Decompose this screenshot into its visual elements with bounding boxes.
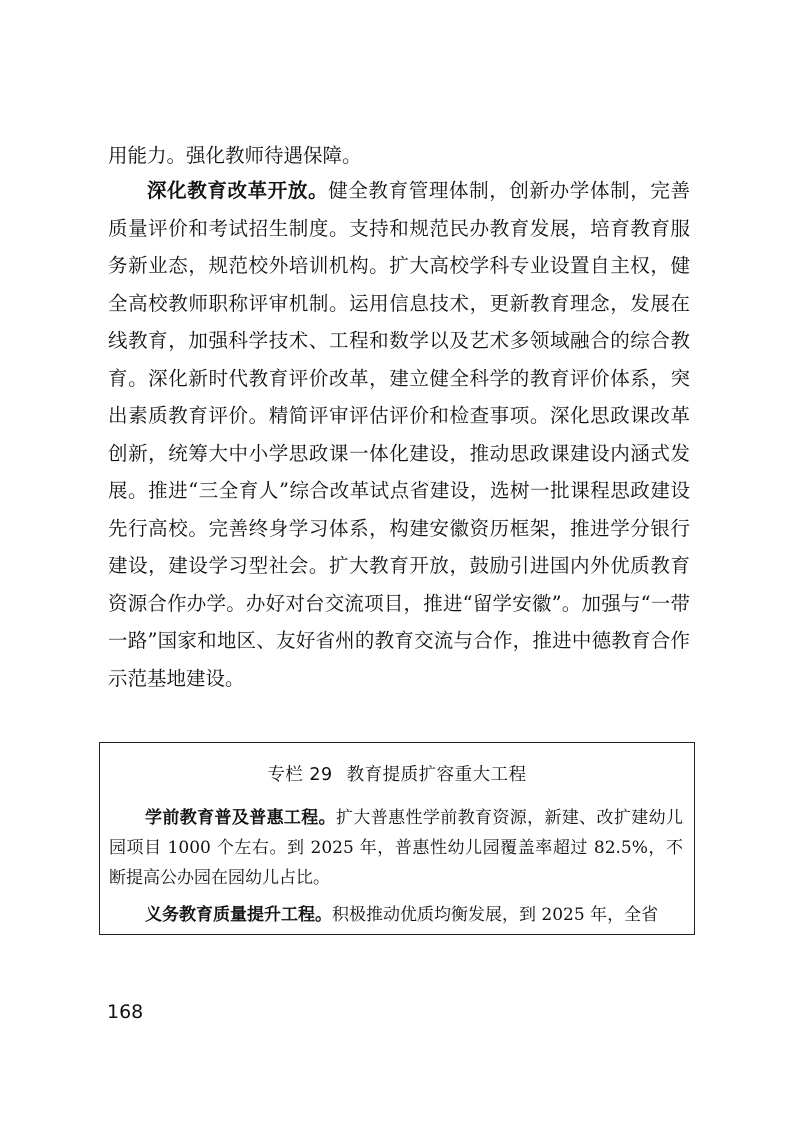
column-item-text: 积极推动优质均衡发展，到 2025 年，全省 <box>332 905 659 925</box>
column-item <box>109 900 683 930</box>
column-heading: 教育提质扩容重大工程 <box>346 765 527 785</box>
column-label: 专栏 29 <box>267 765 333 785</box>
paragraph-heading: 深化教育改革开放。 <box>147 179 329 202</box>
feature-column-box <box>99 742 695 935</box>
column-item-text: 扩大普惠性学前教育资源，新建、改扩建幼儿园项目 1000 个左右。到 2025 年，普惠性幼儿园覆盖率超过 82.5%，不断提高公办园在园幼儿占比。 <box>109 808 684 888</box>
page-number: 168 <box>107 1001 144 1023</box>
reform-paragraph <box>108 172 690 697</box>
continuation-paragraph <box>108 137 690 175</box>
continuation-text: 用能力。强化教师待遇保障。 <box>108 144 362 167</box>
column-item <box>109 803 683 893</box>
column-title <box>100 761 694 786</box>
column-item-heading: 学前教育普及普惠工程。 <box>145 808 337 828</box>
paragraph-body: 健全教育管理体制，创新办学体制，完善质量评价和考试招生制度。支持和规范民办教育发展，培育教育服务新业态，规范校外培训机构。扩大高校学科专业设置自主权，健全高校教师职称评审机制。运用信息技术，更新教育理念，发展在线教育，加强科学技术、工程和数学以及艺术多领域融合的综合教育。深化新时代教育评价改革，建立健全科学的教育评价体系，突出素质教育评价。精简评审评估评价和检查事项。深化思政课改革创新，统筹大中小学思政课一体化建设，推动思政课建设内涵式发展。推进“三全育人”综合改革试点省建设，选树一批课程思政建设先行高校。完善终身学习体系，构建安徽资历框架，推进学分银行建设，建设学习型社会。扩大教育开放，鼓励引进国内外优质教育资源合作办学。办好对台交流项目，推进“留学安徽”。加强与“一带一路”国家和地区、友好省州的教育交流与合作，推进中德教育合作示范基地建设。 <box>108 179 690 690</box>
column-item-heading: 义务教育质量提升工程。 <box>145 905 332 925</box>
